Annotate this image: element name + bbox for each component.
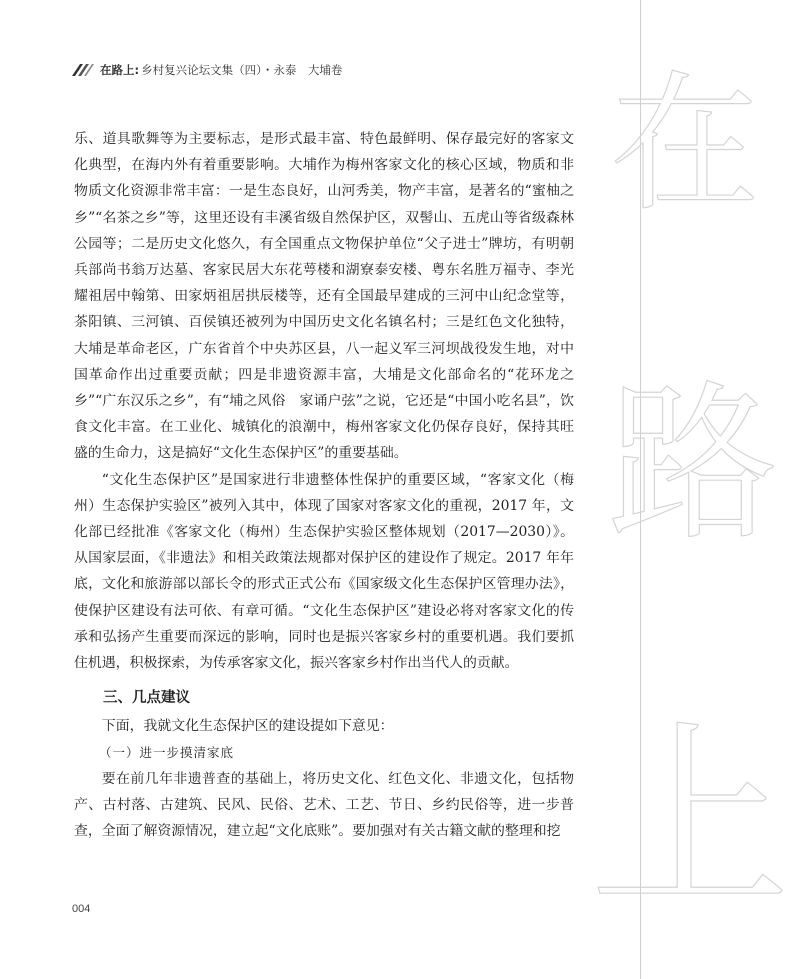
page-number: 004 [72, 903, 91, 915]
double-slash-stripe-icon [72, 63, 94, 77]
watermark-char-2: 路 [607, 366, 778, 564]
section-heading: 三、几点建议 [103, 690, 190, 707]
paragraph: 下面，我就文化生态保护区的建设提如下意见： [101, 718, 394, 735]
page-body [74, 126, 574, 844]
running-header [72, 62, 342, 78]
watermark-char-3: 上 [589, 703, 790, 936]
subheading: （一）进一步摸清家底 [99, 744, 235, 760]
book-title: 乡村复兴论坛文集（四）・永泰 大埔卷 [141, 63, 343, 77]
paragraph: 要在前几年非遗普查的基础上，将历史文化、红色文化、非遗文化，包括物产、古村落、古建筑、民风、民俗、艺术、工艺、节日、乡约民俗等，进一步普查，全面了解资源情况，建立起“文化底账”。要加强对有关古籍文献的整理和挖 [74, 770, 574, 840]
watermark-char-1: 在 [609, 58, 760, 232]
paragraph: 乐、道具歌舞等为主要标志，是形式最丰富、特色最鲜明、保存最完好的客家文化典型，在海内外有着重要影响。大埔作为梅州客家文化的核心区域，物质和非物质文化资源非常丰富：一是生态良好，山河秀美，物产丰富，是著名的“蜜柚之乡”“名茶之乡”等，这里还设有丰溪省级自然保护区，双髻山、五虎山等省级森林公园等；二是历史文化悠久，有全国重点文物保护单位“父子进士”牌坊，有明朝兵部尚书翁万达墓、客家民居大东花萼楼和湖寮泰安楼、粤东名胜万福寺、李光耀祖居中翰第、田家炳祖居拱辰楼等，还有全国最早建成的三河中山纪念堂等，茶阳镇、三河镇、百侯镇还被列为中国历史文化名镇名村；三是红色文化独特，大埔是革命老区，广东省首个中央苏区县，八一起义军三河坝战役发生地，对中国革命作出过重要贡献；四是非遗资源丰富，大埔是文化部命名的“花环龙之乡”“广东汉乐之乡”，有“埔之风俗 家诵户弦”之说，它还是“中国小吃名县”，饮食文化丰富。在工业化、城镇化的浪潮中，梅州客家文化仍保存良好，保持其旺盛的生命力，这是搞好“文化生态保护区”的重要基础。 [74, 131, 574, 462]
paragraph: “文化生态保护区”是国家进行非遗整体性保护的重要区域，“客家文化（梅州）生态保护实验区”被列入其中，体现了国家对客家文化的重视，2017 年，文化部已经批准《客家文化（梅州）生态保护实验区整体规划（2017—2030）》。从国家层面，《非遗法》和相关政策法规都对保护区的建设作了规定。2017 年年底，文化和旅游部以部长令的形式正式公布《国家级文化生态保护区管理办法》，使保护区建设有法可依、有章可循。“文化生态保护区”建设必将对客家文化的传承和弘扬产生重要而深远的影响，同时也是振兴客家乡村的重要机遇。我们要抓住机遇，积极探索，为传承客家文化，振兴客家乡村作出当代人的贡献。 [74, 471, 574, 672]
series-title: 在路上: [100, 63, 140, 77]
